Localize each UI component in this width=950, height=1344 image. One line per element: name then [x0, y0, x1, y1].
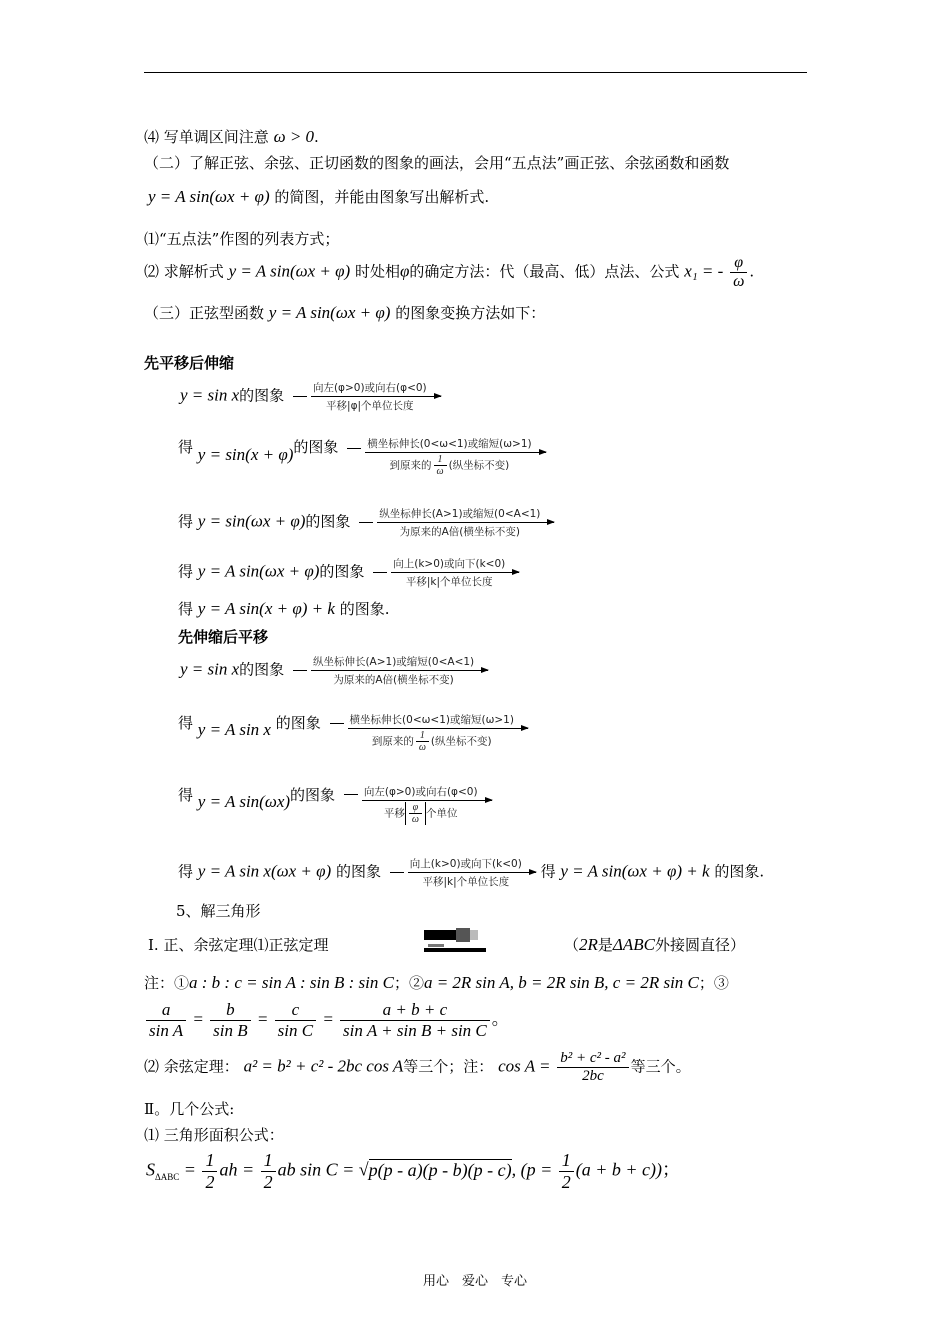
line-monotone-note: [144, 126, 319, 147]
period: .: [749, 262, 755, 281]
arrow-line: [311, 396, 441, 397]
line-sketch: [148, 186, 489, 207]
denominator: 2: [261, 1171, 276, 1193]
fraction-phi-omega: [730, 254, 747, 291]
fraction: [202, 1150, 217, 1193]
arrow-line: [311, 670, 488, 671]
subscript: ΔABC: [155, 1172, 180, 1183]
arrow-line: [391, 572, 519, 573]
numerator: 1: [419, 730, 425, 741]
text: 的图象: [293, 438, 339, 456]
numerator: b: [226, 1000, 235, 1019]
line-notes: [144, 972, 729, 993]
arrow-bottom-label: [348, 729, 528, 753]
text: 的确定方法：代（最高、低）点法、公式: [409, 262, 680, 281]
text: 个单位: [425, 807, 458, 820]
transform-step-3: [178, 506, 554, 539]
numerator: b² + c² - a²: [560, 1050, 626, 1066]
arrow-line: [348, 728, 528, 729]
denominator: sin B: [210, 1020, 250, 1041]
page-footer: 用心 爱心 专心: [422, 1274, 527, 1289]
text: ⑵ 余弦定理：: [144, 1057, 239, 1076]
math: cos A =: [498, 1056, 551, 1076]
fraction: [261, 1150, 276, 1193]
arrow-top-label: 横坐标伸长(0<ω<1)或缩短(ω>1): [367, 438, 532, 450]
text-de: 得: [178, 562, 194, 581]
denominator: 2: [202, 1171, 217, 1193]
fraction: [559, 1150, 574, 1193]
text-de: 得: [178, 862, 194, 881]
dash: [390, 872, 404, 873]
denominator: sin C: [275, 1020, 316, 1041]
arrow-top-label: 向上(k>0)或向下(k<0): [393, 558, 506, 570]
missing-formula-image: [420, 926, 490, 958]
period: .: [314, 128, 319, 146]
text: ；②: [393, 974, 424, 992]
arrow-bottom-label: [365, 453, 545, 477]
math: y = A sin(ωx + φ) + k: [560, 861, 710, 881]
arrow-bottom-label: 平移|k|个单位长度: [422, 876, 510, 888]
math: y = sin(x + φ): [197, 445, 294, 464]
text: 的图象: [336, 862, 382, 881]
arrow-bottom-label: [362, 801, 492, 825]
arrow-bottom-label: 为原来的A倍(横坐标不变): [399, 526, 520, 538]
punct: ；: [662, 1159, 681, 1180]
text-de: 得: [178, 786, 194, 804]
radicand: p(p - a)(p - b)(p - c): [368, 1159, 512, 1180]
section-title-shift-then-scale: 先平移后伸缩: [144, 354, 235, 372]
denominator: ω: [434, 465, 447, 477]
math: a : b : c = sin A : sin B : sin C: [189, 973, 394, 992]
fraction: [557, 1050, 628, 1085]
math-function: y = A sin(ωx + φ): [228, 261, 351, 281]
numerator: 1: [561, 1150, 571, 1170]
arrow-top-label: 向左(φ>0)或向右(φ<0): [312, 382, 427, 394]
sqrt-icon: √: [358, 1159, 369, 1180]
text: 是: [597, 936, 613, 954]
arrow-line: [365, 452, 545, 453]
arrow-top-label: 横坐标伸长(0<ω<1)或缩短(ω>1): [349, 714, 514, 726]
text: Ⅰ. 正、余弦定理⑴正弦定理: [148, 936, 329, 954]
math-phi: φ: [399, 261, 410, 281]
math-omega-positive: ω > 0: [273, 127, 315, 146]
text: 等三个；注：: [403, 1057, 494, 1076]
arrow-line: [362, 800, 492, 801]
text: ⑵ 求解析式: [144, 262, 224, 281]
math: y = sin(ωx + φ): [197, 511, 306, 531]
text: 注：①: [144, 974, 190, 992]
text: 的图象.: [714, 862, 765, 881]
text: 的图象: [290, 786, 336, 804]
line-area-formula: [146, 1150, 680, 1193]
text: 的图象: [275, 714, 321, 732]
denominator: ω: [730, 272, 747, 291]
transform-arrow: [365, 436, 545, 477]
math: y = A sin(x + φ) + k: [197, 599, 335, 618]
text: 的简图，并能由图象写出解析式.: [274, 188, 490, 206]
arrow-top-label: 向左(φ>0)或向右(φ<0): [363, 786, 478, 798]
fraction: [275, 1000, 316, 1041]
text-de: 得: [178, 600, 194, 618]
text-de: 得: [178, 438, 194, 456]
transform-step-3b: [178, 784, 492, 825]
arrow-bottom-label: 平移|k|个单位长度: [405, 576, 493, 588]
math: a² = b² + c² - 2bc cos A: [243, 1056, 404, 1076]
math: ab sin C =: [277, 1159, 355, 1180]
text: ；③: [698, 974, 729, 992]
transform-step-1b: [180, 654, 488, 687]
arrow-top-label: 向上(k>0)或向下(k<0): [409, 858, 522, 870]
arrow-line: [408, 872, 536, 873]
line-formulas-heading: Ⅱ。几个公式:: [144, 1100, 235, 1118]
text: 的图象: [305, 512, 351, 531]
numerator: 1: [205, 1150, 215, 1170]
math-S: S: [146, 1159, 155, 1180]
fraction: [409, 802, 422, 825]
text: 的图象变换方法如下：: [395, 304, 546, 322]
arrow-top-label: 纵坐标伸长(A>1)或缩短(0<A<1): [312, 656, 475, 668]
math: y = A sin(ωx): [197, 792, 291, 811]
numerator: φ: [734, 254, 744, 271]
denominator: sin A + sin B + sin C: [340, 1020, 490, 1041]
text: 的图象: [239, 386, 285, 405]
numerator: c: [291, 1000, 300, 1019]
period: 。: [491, 1009, 509, 1029]
fraction: [340, 1000, 490, 1041]
section-title-scale-then-shift: 先伸缩后平移: [178, 628, 269, 646]
denominator: ω: [416, 741, 429, 753]
transform-arrow: [311, 654, 488, 687]
text: 到原来的: [371, 735, 414, 748]
transform-arrow: [391, 556, 519, 589]
text: 的图象: [239, 660, 285, 679]
text: （二）了解正弦、余弦、正切函数的图象的画法，会用“五点法”画正弦、余弦函数和函数: [144, 154, 730, 172]
transform-arrow: [348, 712, 528, 753]
math-function: y = A sin(ωx + φ): [148, 187, 270, 206]
math: , (p =: [511, 1159, 553, 1180]
denominator: 2: [559, 1171, 574, 1193]
arrow-bottom-label: 平移|φ|个单位长度: [326, 400, 414, 412]
header-rule: [144, 72, 807, 73]
math: y = sin x: [180, 385, 240, 405]
line-section-three: [144, 302, 545, 323]
text: ⑴“五点法”作图的列表方式；: [144, 230, 340, 248]
math: y = A sin x(ωx + φ): [197, 861, 332, 881]
numerator: φ: [412, 802, 419, 813]
denominator: 2bc: [557, 1067, 628, 1085]
abs-bars: [405, 802, 426, 825]
text: 到原来的: [389, 459, 432, 472]
line-cosine-theorem: [144, 1050, 691, 1085]
math: (a + b + c)): [575, 1159, 663, 1180]
text: 等三个。: [630, 1057, 691, 1076]
line-phase: [144, 254, 754, 291]
transform-step-2: [178, 436, 546, 477]
arrow-bottom-label: 为原来的A倍(横坐标不变): [333, 674, 454, 686]
dash: [330, 723, 344, 724]
text: (纵坐标不变): [448, 459, 510, 472]
text-de: 得: [540, 862, 556, 881]
fraction: [416, 730, 429, 753]
text-de: 得: [178, 512, 194, 531]
heading-solve-triangle: 5、解三角形: [176, 902, 261, 920]
text: 外接圆直径）: [655, 936, 746, 954]
equals: =: [183, 1159, 196, 1180]
math: ah =: [219, 1159, 255, 1180]
denominator: sin A: [146, 1020, 186, 1041]
arrow-line: [377, 522, 554, 523]
text: 的图象: [319, 562, 365, 581]
transform-result: [178, 598, 390, 619]
text: 平移: [383, 807, 405, 820]
math: y = sin x: [180, 659, 240, 679]
math: 2R: [579, 935, 598, 954]
math-function: y = A sin(ωx + φ): [268, 303, 391, 322]
dash: [293, 396, 307, 397]
text: 时处相: [354, 262, 400, 281]
line-circumcircle-note: [564, 934, 745, 955]
numerator: 1: [437, 454, 443, 465]
line-section-two: [144, 152, 729, 173]
text: （: [564, 936, 580, 954]
line-ratio-equality: $\frac{a}{\text{sin A}}$ = $\frac{b}{\text{sin B}}$ = $\frac{c}{\text{sin C}}$ = $\frac{a + b + c}{\text{sin A + sin B + sin C}}$ 。: [144, 1000, 509, 1041]
transform-arrow: [311, 380, 441, 413]
math: a = 2R sin A, b = 2R sin B, c = 2R sin C: [423, 973, 699, 992]
transform-step-4b: [178, 856, 764, 889]
transform-arrow: [362, 784, 492, 825]
text: ⑷ 写单调区间注意: [144, 128, 269, 146]
dash: [344, 794, 358, 795]
text: 的图象.: [339, 600, 390, 618]
fraction: [434, 454, 447, 477]
math: ΔABC: [612, 935, 656, 954]
dash: [293, 670, 307, 671]
line-five-point: [144, 228, 339, 249]
numerator: a + b + c: [382, 1000, 448, 1019]
text: （三）正弦型函数: [144, 304, 265, 322]
transform-arrow: [408, 856, 536, 889]
math: y = A sin(ωx + φ): [197, 561, 320, 581]
numerator: 1: [263, 1150, 273, 1170]
math-x1: x₁ = -: [684, 261, 724, 281]
line-area-heading: ⑴ 三角形面积公式：: [144, 1126, 284, 1144]
fraction: [210, 1000, 250, 1041]
fraction: [146, 1000, 186, 1041]
arrow-top-label: 纵坐标伸长(A>1)或缩短(0<A<1): [379, 508, 541, 520]
transform-step-1: [180, 380, 441, 413]
dash: [347, 448, 361, 449]
transform-step-2b: [178, 712, 528, 753]
dash: [359, 522, 373, 523]
text: (纵坐标不变): [430, 735, 492, 748]
numerator: a: [161, 1000, 171, 1019]
denominator: ω: [409, 813, 422, 825]
transform-arrow: [377, 506, 554, 539]
transform-step-4: [178, 556, 519, 589]
math: y = A sin x: [197, 720, 271, 739]
line-sine-theorem: [148, 934, 328, 955]
dash: [373, 572, 387, 573]
text-de: 得: [178, 714, 194, 732]
